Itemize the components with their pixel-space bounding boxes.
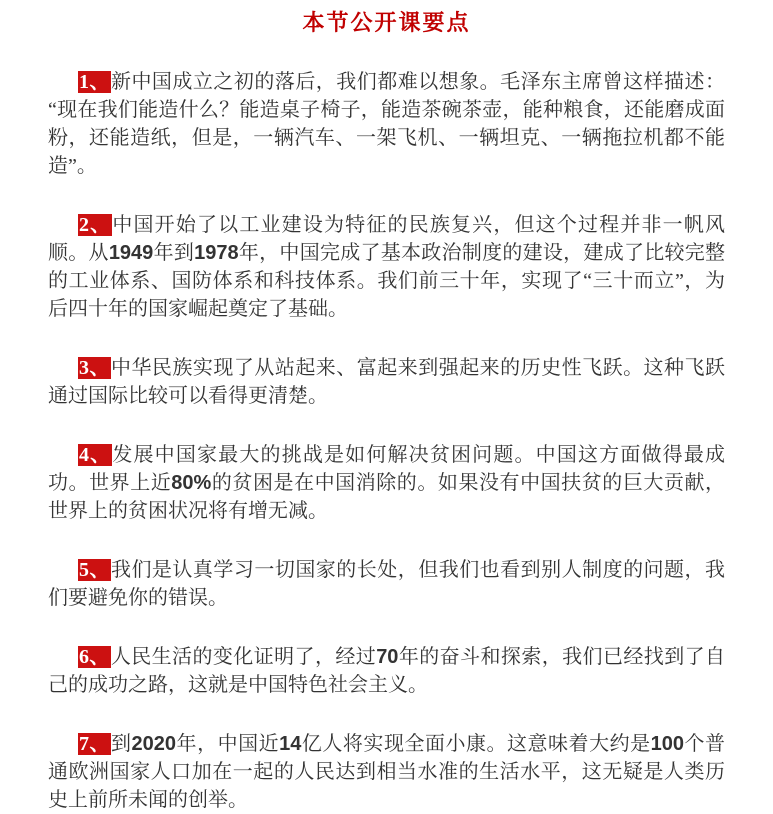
point-paragraph bbox=[48, 730, 725, 814]
point-text: 年的奋斗和探索，我们已经找到了自己的成功之路，这就是中国特色社会主义。 bbox=[48, 646, 726, 696]
point-text: 年，中国近 bbox=[176, 733, 280, 755]
point-text: 个普通欧洲国家人口加在一起的人民达到相当水准的生活水平，这无疑是人类历史上前所未闻的创举。 bbox=[48, 733, 726, 811]
bold-number: 70 bbox=[376, 646, 399, 668]
point-text: 我们是认真学习一切国家的长处，但我们也看到别人制度的问题，我们要避免你的错误。 bbox=[48, 559, 726, 609]
point-paragraph bbox=[48, 354, 725, 410]
points-list bbox=[48, 68, 725, 814]
point-text: 的贫困是在中国消除的。如果没有中国扶贫的巨大贡献，世界上的贫困状况将有增无减。 bbox=[48, 472, 726, 522]
point-number-badge: 5、 bbox=[79, 559, 110, 581]
bold-number: 80% bbox=[171, 472, 212, 494]
point-text: 年，中国完成了基本政治制度的建设，建成了比较完整的工业体系、国防体系和科技体系。我们前三十年，实现了“三十而立”，为后四十年的国家崛起奠定了基础。 bbox=[48, 242, 726, 320]
page-title: 本节公开课要点 bbox=[302, 10, 471, 35]
point-text: 亿人将实现全面小康。这意味着大约是 bbox=[301, 733, 651, 755]
point-number-badge: 4、 bbox=[79, 444, 112, 466]
point-text: 到 bbox=[111, 733, 132, 755]
point-text: 发展中国家最大的挑战是如何解决贫困问题。中国这方面做得最成功。世界上近 bbox=[48, 444, 726, 494]
point-text: 人民生活的变化证明了，经过 bbox=[110, 646, 377, 668]
bold-number: 2020 bbox=[131, 733, 177, 755]
point-number-badge: 2、 bbox=[79, 214, 112, 236]
point-number-badge: 7、 bbox=[79, 733, 111, 755]
point-text: 年到 bbox=[153, 242, 195, 264]
bold-number: 1949 bbox=[108, 242, 154, 264]
point-number-badge: 3、 bbox=[79, 357, 110, 379]
point-paragraph bbox=[48, 643, 725, 699]
point-number-badge: 1、 bbox=[79, 71, 110, 93]
bold-number: 14 bbox=[279, 733, 302, 755]
bold-number: 100 bbox=[650, 733, 684, 755]
point-paragraph bbox=[48, 556, 725, 612]
point-number-badge: 6、 bbox=[79, 646, 110, 668]
point-paragraph bbox=[48, 211, 725, 323]
point-text: 中华民族实现了从站起来、富起来到强起来的历史性飞跃。这种飞跃通过国际比较可以看得更清楚。 bbox=[48, 357, 726, 407]
point-paragraph bbox=[48, 68, 725, 180]
bold-number: 1978 bbox=[194, 242, 239, 264]
point-paragraph bbox=[48, 441, 725, 525]
point-text: 中国开始了以工业建设为特征的民族复兴，但这个过程并非一帆风顺。从 bbox=[48, 214, 726, 264]
point-text: 新中国成立之初的落后，我们都难以想象。毛泽东主席曾这样描述：“现在我们能造什么？能造桌子椅子，能造茶碗茶壶，能种粮食，还能磨成面粉，还能造纸，但是，一辆汽车、一架飞机、一辆坦克、一辆拖拉机都不能造”。 bbox=[48, 71, 726, 177]
